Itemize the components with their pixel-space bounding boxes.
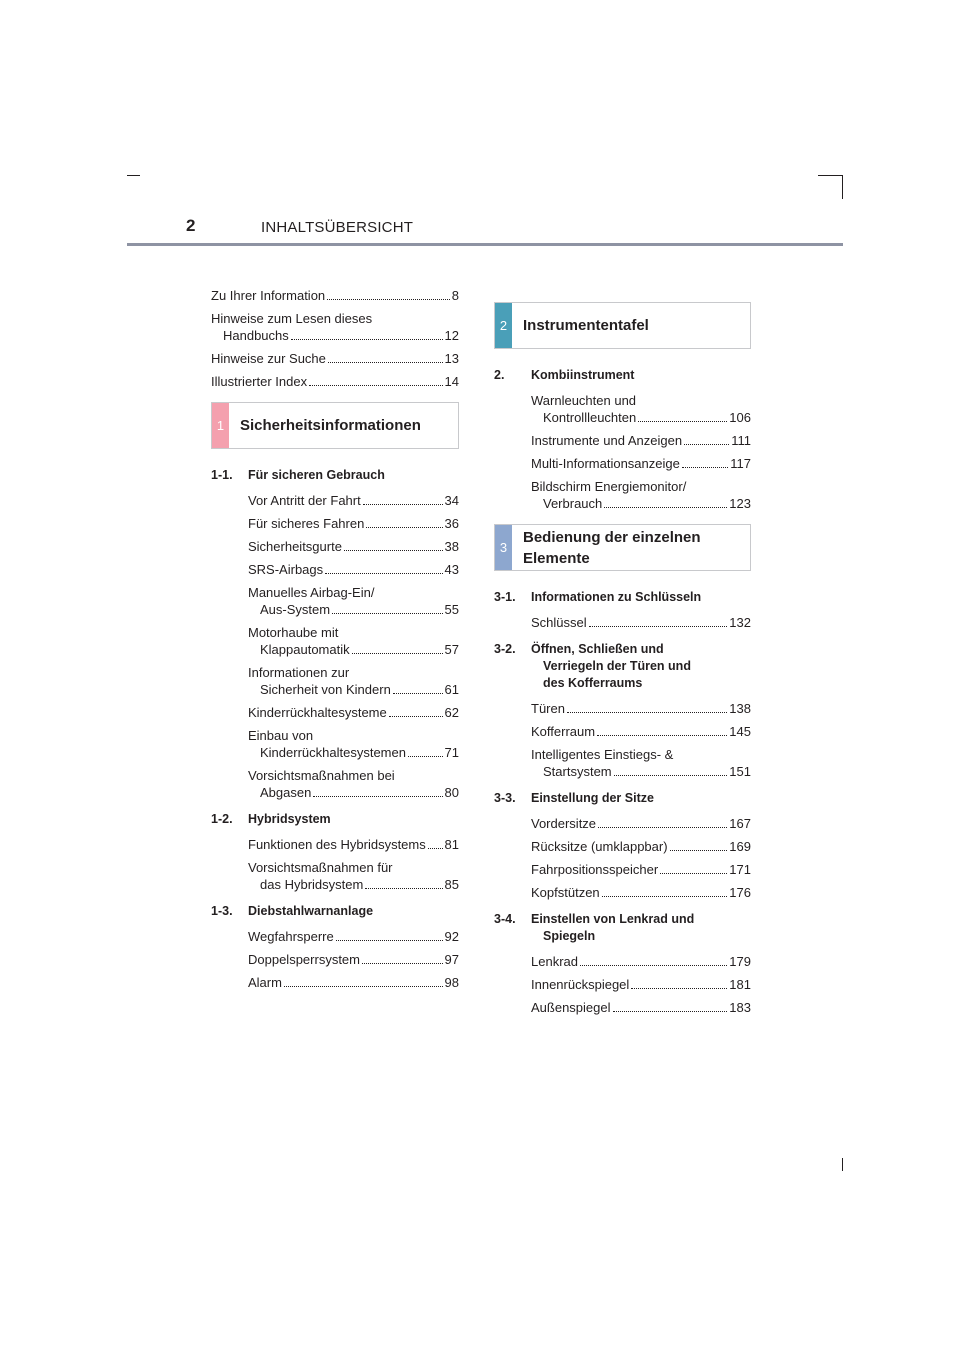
- toc-entry-label: Funktionen des Hybridsystems: [248, 837, 426, 852]
- toc-entry-label-cont: Kinderrückhaltesystemen: [260, 745, 406, 760]
- toc-entry-row: [248, 836, 459, 853]
- toc-entry[interactable]: [531, 976, 751, 993]
- toc-entry-label: Doppelsperrsystem: [248, 952, 360, 967]
- toc-page-number: 61: [444, 682, 459, 697]
- toc-entry-row: [248, 601, 459, 618]
- toc-entry[interactable]: [248, 704, 459, 721]
- toc-page-number: 62: [444, 705, 459, 720]
- leader-dots: [325, 573, 442, 574]
- leader-dots: [313, 796, 442, 797]
- toc-entry-label: Multi-Informationsanzeige: [531, 456, 680, 471]
- toc-entry-label: Vor Antritt der Fahrt: [248, 493, 361, 508]
- toc-entry-row: [248, 744, 459, 761]
- crop-mark-bottom-right: [842, 1158, 843, 1171]
- toc-entry-label: Vorsichtsmaßnahmen bei: [248, 768, 395, 783]
- toc-entry-label-cont: Abgasen: [260, 785, 312, 800]
- chapter-heading: [211, 402, 459, 449]
- chapter-title-text: [523, 315, 649, 336]
- toc-entry[interactable]: [248, 624, 459, 658]
- leader-dots: [363, 504, 443, 505]
- toc-entry-row: [248, 704, 459, 721]
- leader-dots: [428, 848, 443, 849]
- leader-dots: [682, 467, 728, 468]
- toc-entry-label: Bildschirm Energiemonitor/: [531, 479, 687, 494]
- leader-dots: [309, 385, 442, 386]
- chapter-title: [240, 403, 421, 448]
- leader-dots: [614, 775, 728, 776]
- leader-dots: [684, 444, 729, 445]
- toc-entry-row: [248, 641, 459, 658]
- toc-page-number: 145: [729, 724, 751, 739]
- toc-entry-label: Alarm: [248, 975, 282, 990]
- leader-dots: [670, 850, 728, 851]
- toc-entry[interactable]: [211, 310, 459, 344]
- toc-page-number: 179: [729, 954, 751, 969]
- toc-entry-row: [211, 287, 459, 304]
- toc-entry-row: [248, 784, 459, 801]
- toc-entry-label: Lenkrad: [531, 954, 578, 969]
- toc-entry-row: [248, 876, 459, 893]
- section-title: [248, 903, 373, 920]
- toc-entry[interactable]: [248, 767, 459, 801]
- toc-entry-label: Informationen zur: [248, 665, 350, 680]
- leader-dots: [365, 888, 442, 889]
- toc-entry-label-cont: Klappautomatik: [260, 642, 350, 657]
- toc-entry-label: Hinweise zum Lesen dieses: [211, 311, 373, 326]
- toc-entry-label: Einbau von: [248, 728, 314, 743]
- toc-entry[interactable]: [248, 859, 459, 893]
- toc-entry-label: Außenspiegel: [531, 1000, 611, 1015]
- toc-entry-row: [531, 723, 751, 740]
- section-items: [531, 815, 751, 901]
- toc-entry-label: Intelligentes Einstiegs- &: [531, 747, 674, 762]
- section-title: [248, 467, 385, 484]
- toc-entry[interactable]: [248, 928, 459, 945]
- toc-entry-label: Rücksitze (umklappbar): [531, 839, 668, 854]
- toc-page-number: 117: [730, 456, 751, 471]
- section-items: [531, 614, 751, 631]
- toc-entry[interactable]: [211, 287, 459, 304]
- toc-entry-row: [211, 373, 459, 390]
- toc-page-number: 123: [729, 496, 751, 511]
- toc-entry-row: [248, 492, 459, 509]
- toc-page-number: 71: [444, 745, 459, 760]
- section-title: [531, 367, 634, 384]
- section-title-line: Einstellen von Lenkrad und: [531, 912, 695, 926]
- toc-entry-label: Warnleuchten und: [531, 393, 637, 408]
- toc-entry-row: [531, 884, 751, 901]
- toc-page-number: 14: [444, 374, 459, 389]
- toc-entry-row: [531, 763, 751, 780]
- page-title: INHALTSÜBERSICHT: [261, 219, 414, 236]
- section-heading[interactable]: [211, 903, 459, 920]
- toc-entry-row: [531, 815, 751, 832]
- toc-page-number: 36: [444, 516, 459, 531]
- leader-dots: [366, 527, 442, 528]
- toc-entry-row: [531, 999, 751, 1016]
- toc-page-number: 38: [444, 539, 459, 554]
- section-items: [531, 953, 751, 1016]
- section-heading[interactable]: [494, 641, 751, 692]
- toc-entry[interactable]: [531, 746, 751, 780]
- toc-entry-row: [531, 861, 751, 878]
- toc-page-number: 151: [729, 764, 751, 779]
- toc-entry[interactable]: [248, 584, 459, 618]
- toc-entry-row: [248, 538, 459, 555]
- chapter-title-line: Bedienung der einzelnen: [523, 528, 701, 546]
- leader-dots: [408, 756, 443, 757]
- toc-entry[interactable]: [248, 836, 459, 853]
- toc-entry[interactable]: [248, 727, 459, 761]
- toc-entry[interactable]: [248, 974, 459, 991]
- section-title-line: Öffnen, Schließen und: [531, 642, 664, 656]
- leader-dots: [597, 735, 727, 736]
- leader-dots: [631, 988, 727, 989]
- chapter-title: [523, 525, 701, 570]
- section-heading[interactable]: [494, 790, 751, 807]
- leader-dots: [660, 873, 727, 874]
- toc-entry-label: SRS-Airbags: [248, 562, 324, 577]
- toc-entry-label: Innenrückspiegel: [531, 977, 630, 992]
- section-heading[interactable]: [494, 911, 751, 945]
- section-title-line: Spiegeln: [543, 929, 596, 943]
- toc-entry-row: [248, 974, 459, 991]
- toc-entry-row: [531, 614, 751, 631]
- section-items: [531, 392, 751, 512]
- toc-entry[interactable]: [531, 815, 751, 832]
- crop-mark-top-right-v: [842, 175, 843, 199]
- leader-dots: [291, 339, 443, 340]
- toc-entry[interactable]: [531, 478, 751, 512]
- section-title: [531, 790, 654, 807]
- toc-page-number: 85: [444, 877, 459, 892]
- toc-page-number: 34: [444, 493, 459, 508]
- section-number: 1-2.: [211, 812, 233, 826]
- section-items: [531, 700, 751, 780]
- toc-entry-label: Sicherheitsgurte: [248, 539, 342, 554]
- toc-page-number: 8: [451, 288, 459, 303]
- toc-page-number: 106: [729, 410, 751, 425]
- crop-mark-top-right-h: [818, 175, 843, 176]
- chapter-number-tab: 2: [495, 303, 512, 348]
- leader-dots: [580, 965, 727, 966]
- section-title-line: Informationen zu Schlüsseln: [531, 590, 702, 604]
- toc-entry-label: Hinweise zur Suche: [211, 351, 326, 366]
- chapter-title-line: Elemente: [523, 549, 590, 567]
- section-number: 2.: [494, 368, 505, 382]
- toc-page-number: 181: [729, 977, 751, 992]
- leader-dots: [604, 507, 727, 508]
- chapter-heading: [494, 302, 751, 349]
- leader-dots: [284, 986, 443, 987]
- toc-page-number: 176: [729, 885, 751, 900]
- section-title-line: Einstellung der Sitze: [531, 791, 654, 805]
- chapter-title-text: [523, 527, 701, 569]
- toc-page-number: 55: [444, 602, 459, 617]
- chapter-title-line: Instrumententafel: [523, 317, 649, 334]
- leader-dots: [598, 827, 727, 828]
- section-number: 3-1.: [494, 590, 516, 604]
- toc-entry-label-cont: das Hybridsystem: [260, 877, 364, 892]
- toc-page-number: 169: [729, 839, 751, 854]
- leader-dots: [389, 716, 443, 717]
- toc-page-number: 183: [729, 1000, 751, 1015]
- leader-dots: [362, 963, 443, 964]
- toc-entry[interactable]: [531, 723, 751, 740]
- toc-entry[interactable]: [248, 538, 459, 555]
- toc-entry-row: [531, 700, 751, 717]
- section-number: 1-3.: [211, 904, 233, 918]
- toc-entry[interactable]: [531, 455, 751, 472]
- toc-entry-label: Manuelles Airbag-Ein/: [248, 585, 375, 600]
- chapter-title: [523, 303, 649, 348]
- toc-page-number: 167: [729, 816, 751, 831]
- toc-entry-row: [248, 951, 459, 968]
- toc-page-number: 98: [444, 975, 459, 990]
- toc-entry-label: Vorsichtsmaßnahmen für: [248, 860, 393, 875]
- leader-dots: [613, 1011, 728, 1012]
- toc-entry-row: [531, 953, 751, 970]
- toc-entry-label: Wegfahrsperre: [248, 929, 334, 944]
- section-title-line: des Kofferraums: [543, 676, 643, 690]
- toc-entry-label-cont: Startsystem: [543, 764, 612, 779]
- toc-entry-label: Fahrpositionsspeicher: [531, 862, 659, 877]
- section-items: [248, 836, 459, 893]
- section-title-line: Diebstahlwarnanlage: [248, 904, 374, 918]
- toc-entry[interactable]: [248, 515, 459, 532]
- toc-entry[interactable]: [248, 492, 459, 509]
- toc-entry[interactable]: [211, 350, 459, 367]
- toc-entry-label: Zu Ihrer Information: [211, 288, 326, 303]
- toc-entry-row: [248, 681, 459, 698]
- toc-entry-label: Motorhaube mit: [248, 625, 339, 640]
- toc-entry-label: Illustrierter Index: [211, 374, 308, 389]
- crop-mark-top-left: [127, 175, 140, 176]
- section-number: 1-1.: [211, 468, 233, 482]
- toc-entry-row: [211, 350, 459, 367]
- toc-entry-row: [531, 838, 751, 855]
- toc-entry[interactable]: [531, 861, 751, 878]
- toc-entry-row: [531, 495, 751, 512]
- section-heading[interactable]: [211, 811, 459, 828]
- toc-entry-row: [248, 561, 459, 578]
- toc-page-number: 57: [444, 642, 459, 657]
- section-title-line: Kombiinstrument: [531, 368, 635, 382]
- toc-entry[interactable]: [531, 953, 751, 970]
- toc-page-number: 43: [444, 562, 459, 577]
- section-title-line: Verriegeln der Türen und: [543, 659, 691, 673]
- chapter-heading: [494, 524, 751, 571]
- chapter-number-tab: 3: [495, 525, 512, 570]
- toc-entry-row: [531, 432, 751, 449]
- toc-entry-label: Vordersitze: [531, 816, 597, 831]
- leader-dots: [567, 712, 727, 713]
- chapter-title-text: [240, 415, 421, 436]
- leader-dots: [602, 896, 728, 897]
- section-title: [531, 641, 691, 692]
- leader-dots: [336, 940, 443, 941]
- toc-entry-label-cont: Handbuchs: [223, 328, 289, 343]
- toc-entry[interactable]: [531, 838, 751, 855]
- toc-entry-label-cont: Verbrauch: [543, 496, 603, 511]
- leader-dots: [332, 613, 442, 614]
- toc-entry[interactable]: [531, 432, 751, 449]
- toc-entry[interactable]: [531, 700, 751, 717]
- toc-entry-row: [248, 515, 459, 532]
- section-number: 3-2.: [494, 642, 516, 656]
- toc-right-column: [494, 290, 751, 1022]
- toc-left-column: [211, 287, 459, 997]
- toc-entry[interactable]: [211, 373, 459, 390]
- toc-page-number: 80: [444, 785, 459, 800]
- section-items: [248, 928, 459, 991]
- header-divider: [127, 243, 843, 246]
- leader-dots: [393, 693, 443, 694]
- toc-page-number: 171: [729, 862, 751, 877]
- toc-page-number: 97: [444, 952, 459, 967]
- section-items: [248, 492, 459, 801]
- section-title-line: Für sicheren Gebrauch: [248, 468, 385, 482]
- section-title: [531, 911, 694, 945]
- toc-page-number: 92: [444, 929, 459, 944]
- toc-page-number: 12: [444, 328, 459, 343]
- toc-entry-label-cont: Kontrollleuchten: [543, 410, 637, 425]
- toc-entry-label: Schlüssel: [531, 615, 587, 630]
- toc-entry[interactable]: [248, 951, 459, 968]
- toc-entry-row: [248, 928, 459, 945]
- leader-dots: [328, 362, 443, 363]
- leader-dots: [327, 299, 450, 300]
- toc-entry[interactable]: [248, 664, 459, 698]
- toc-entry-row: [531, 455, 751, 472]
- section-heading[interactable]: [494, 367, 751, 384]
- toc-entry[interactable]: [531, 392, 751, 426]
- chapter-title-line: Sicherheitsinformationen: [240, 417, 421, 434]
- toc-entry-label-cont: Sicherheit von Kindern: [260, 682, 391, 697]
- toc-page-number: 81: [444, 837, 459, 852]
- toc-entry-row: [531, 409, 751, 426]
- toc-entry[interactable]: [531, 614, 751, 631]
- leader-dots: [638, 421, 727, 422]
- toc-entry-label: Kofferraum: [531, 724, 596, 739]
- toc-entry-label: Kopfstützen: [531, 885, 600, 900]
- toc-entry-label: Für sicheres Fahren: [248, 516, 365, 531]
- leader-dots: [352, 653, 443, 654]
- toc-entry-label-cont: Aus-System: [260, 602, 331, 617]
- section-number: 3-3.: [494, 791, 516, 805]
- toc-entry-row: [211, 327, 459, 344]
- toc-entry[interactable]: [248, 561, 459, 578]
- section-title: [248, 811, 331, 828]
- section-heading[interactable]: [211, 467, 459, 484]
- toc-entry-label: Instrumente und Anzeigen: [531, 433, 683, 448]
- toc-entry-label: Türen: [531, 701, 565, 716]
- section-number: 3-4.: [494, 912, 516, 926]
- toc-entry-row: [531, 976, 751, 993]
- toc-entry-label: Kinderrückhaltesysteme: [248, 705, 387, 720]
- toc-page-number: 13: [444, 351, 459, 366]
- section-title: [531, 589, 701, 606]
- toc-page-number: 132: [729, 615, 751, 630]
- toc-entry[interactable]: [531, 884, 751, 901]
- leader-dots: [589, 626, 728, 627]
- toc-page-number: 111: [731, 433, 751, 448]
- section-heading[interactable]: [494, 589, 751, 606]
- page-number: 2: [186, 216, 196, 235]
- toc-page-number: 138: [729, 701, 751, 716]
- chapter-number-tab: 1: [212, 403, 229, 448]
- section-title-line: Hybridsystem: [248, 812, 331, 826]
- toc-entry[interactable]: [531, 999, 751, 1016]
- leader-dots: [344, 550, 443, 551]
